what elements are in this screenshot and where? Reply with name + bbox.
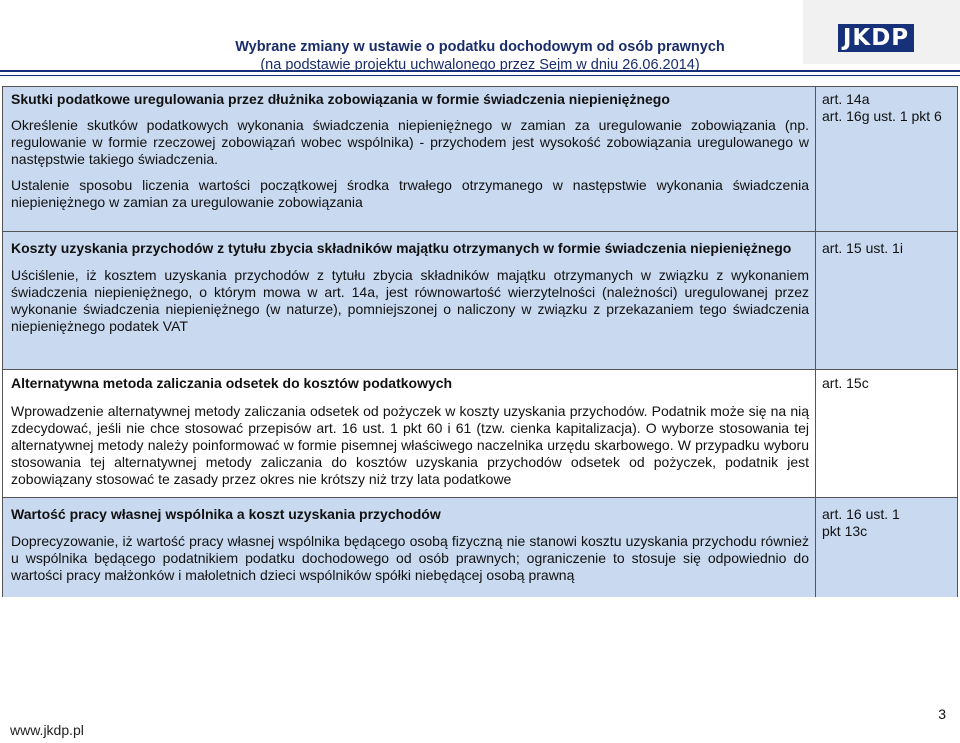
row-content: [3, 87, 816, 231]
row-references: [816, 87, 957, 231]
section-paragraph: Doprecyzowanie, iż wartość pracy własnej wspólnika będącego osobą fizyczną nie stanowi kosztu uzyskania przychodu również u wspólnika będącego podatnikiem podatku dochodowego od osób prawnych; ograniczenie to stosuje się odpowiednio do wartości pracy małżonków i małoletnich dzieci wspólników spółki niebędącej osobą prawną: [11, 533, 809, 583]
section-paragraph: Ustalenie sposobu liczenia wartości początkowej środka trwałego otrzymanego w następstwie wykonania świadczenia niepieniężnego w zamian za uregulowanie zobowiązania: [11, 177, 809, 210]
table-row: [3, 369, 957, 497]
jkdp-logo: JKDP: [838, 24, 914, 52]
row-content: [3, 370, 816, 497]
page-number: 3: [938, 706, 946, 722]
section-title: Koszty uzyskania przychodów z tytułu zbycia składników majątku otrzymanych w formie świadczenia niepieniężnego: [11, 240, 792, 256]
section-title: Skutki podatkowe uregulowania przez dłużnika zobowiązania w formie świadczenia niepieniężnego: [11, 91, 670, 107]
article-reference: art. 16g ust. 1 pkt 6: [822, 108, 942, 124]
table-row: [3, 497, 957, 597]
row-references: [816, 232, 957, 369]
row-content: [3, 232, 816, 369]
article-reference: art. 15c: [822, 375, 869, 391]
table-row: [3, 231, 957, 369]
header-divider: [0, 70, 960, 76]
document-title: Wybrane zmiany w ustawie o podatku dochodowym od osób prawnych: [235, 39, 725, 55]
footer-url[interactable]: www.jkdp.pl: [10, 722, 84, 738]
row-content: [3, 498, 816, 597]
section-title: Alternatywna metoda zaliczania odsetek do kosztów podatkowych: [11, 375, 453, 391]
changes-table: [2, 86, 958, 597]
section-title: Wartość pracy własnej wspólnika a koszt uzyskania przychodów: [11, 506, 441, 522]
section-paragraph: Wprowadzenie alternatywnej metody zaliczania odsetek od pożyczek w koszty uzyskania przychodów. Podatnik może się na nią zdecydować, jeśli nie chce stosować przepisów art. 16 ust. 1 pkt 60 i 61 (tzw. cienka kapitalizacja). O wyborze stosowania tej alternatywnej metody należy poinformować w formie pisemnej właściwego naczelnika urzędu skarbowego. W przypadku wyboru stosowania tej alternatywnej metody zaliczania do kosztów uzyskania przychodów odsetek od pożyczek, podatnik jest zobowiązany stosować te zasady przez okres nie krótszy niż trzy lata podatkowe: [11, 403, 809, 487]
section-paragraph: Określenie skutków podatkowych wykonania świadczenia niepieniężnego w zamian za uregulowanie zobowiązania (np. regulowanie w formie rzeczowej zobowiązań wobec wspólnika) - przychodem jest wysokość zobowiązania uregulowanego w następstwie takiego świadczenia.: [11, 117, 809, 167]
section-paragraph: Uściślenie, iż kosztem uzyskania przychodów z tytułu zbycia składników majątku otrzymanych w związku z wykonaniem świadczenia niepieniężnego, o którym mowa w art. 14a, jest równowartość wierzytelności (należności) uregulowanej przez wykonanie świadczenia niepieniężnego (w naturze), pomniejszonej o naliczony w związku z przekazaniem tego świadczenia niepieniężnego podatek VAT: [11, 267, 809, 334]
article-reference: art. 16 ust. 1 pkt 13c: [822, 506, 900, 539]
article-reference: art. 14a: [822, 91, 870, 107]
row-references: [816, 370, 957, 497]
row-references: [816, 498, 926, 597]
document-subtitle: (na podstawie projektu uchwalonego przez Sejm w dniu 26.06.2014): [260, 57, 700, 73]
table-row: [3, 87, 957, 231]
article-reference: art. 15 ust. 1i: [822, 240, 903, 256]
